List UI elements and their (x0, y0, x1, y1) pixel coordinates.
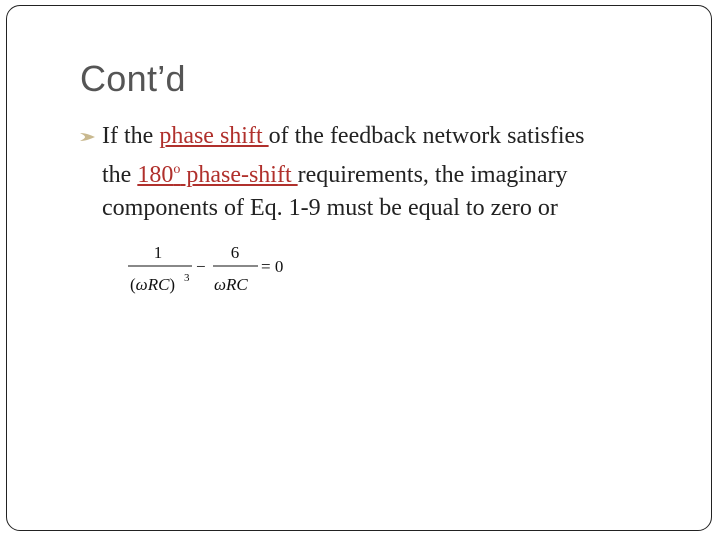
180-phase-shift-link[interactable] (137, 162, 297, 188)
bullet-line-2 (78, 153, 678, 192)
eq-den2-rc: RC (226, 275, 248, 294)
bullet-text: If the (102, 123, 160, 149)
bullet-line-3: components of Eq. 1-9 must be equal to zero or (102, 195, 558, 221)
eq-den2-omega: ω (214, 275, 227, 294)
slide-title: Cont’d (80, 58, 186, 99)
link-number: 180 (137, 162, 174, 188)
eq-exponent: 3 (184, 272, 190, 284)
eq-numerator-1: 1 (153, 243, 163, 262)
degree-superscript: o (173, 162, 181, 177)
equation (126, 240, 296, 300)
eq-denominator-2 (214, 275, 248, 294)
eq-den1-omega: ω (135, 275, 148, 294)
link-text: phase-shift (180, 162, 298, 188)
eq-den1-close: ) (169, 275, 176, 294)
bullet-arrow-icon (78, 129, 98, 145)
bullet-text: the (102, 162, 138, 188)
bullet-text: of the feedback network satisfies (268, 123, 585, 149)
eq-numerator-2: 6 (230, 243, 240, 262)
bullet-text: requirements, the imaginary (297, 162, 568, 188)
bullet-line-1 (78, 120, 678, 153)
eq-equals-zero: = 0 (261, 257, 284, 276)
eq-minus: − (196, 257, 206, 276)
bullet-paragraph (78, 120, 678, 225)
eq-den1-rc: RC (147, 275, 170, 294)
eq-denominator-1 (130, 275, 175, 294)
phase-shift-link[interactable]: phase shift (159, 123, 269, 149)
eq-den1-open: ( (130, 275, 136, 294)
